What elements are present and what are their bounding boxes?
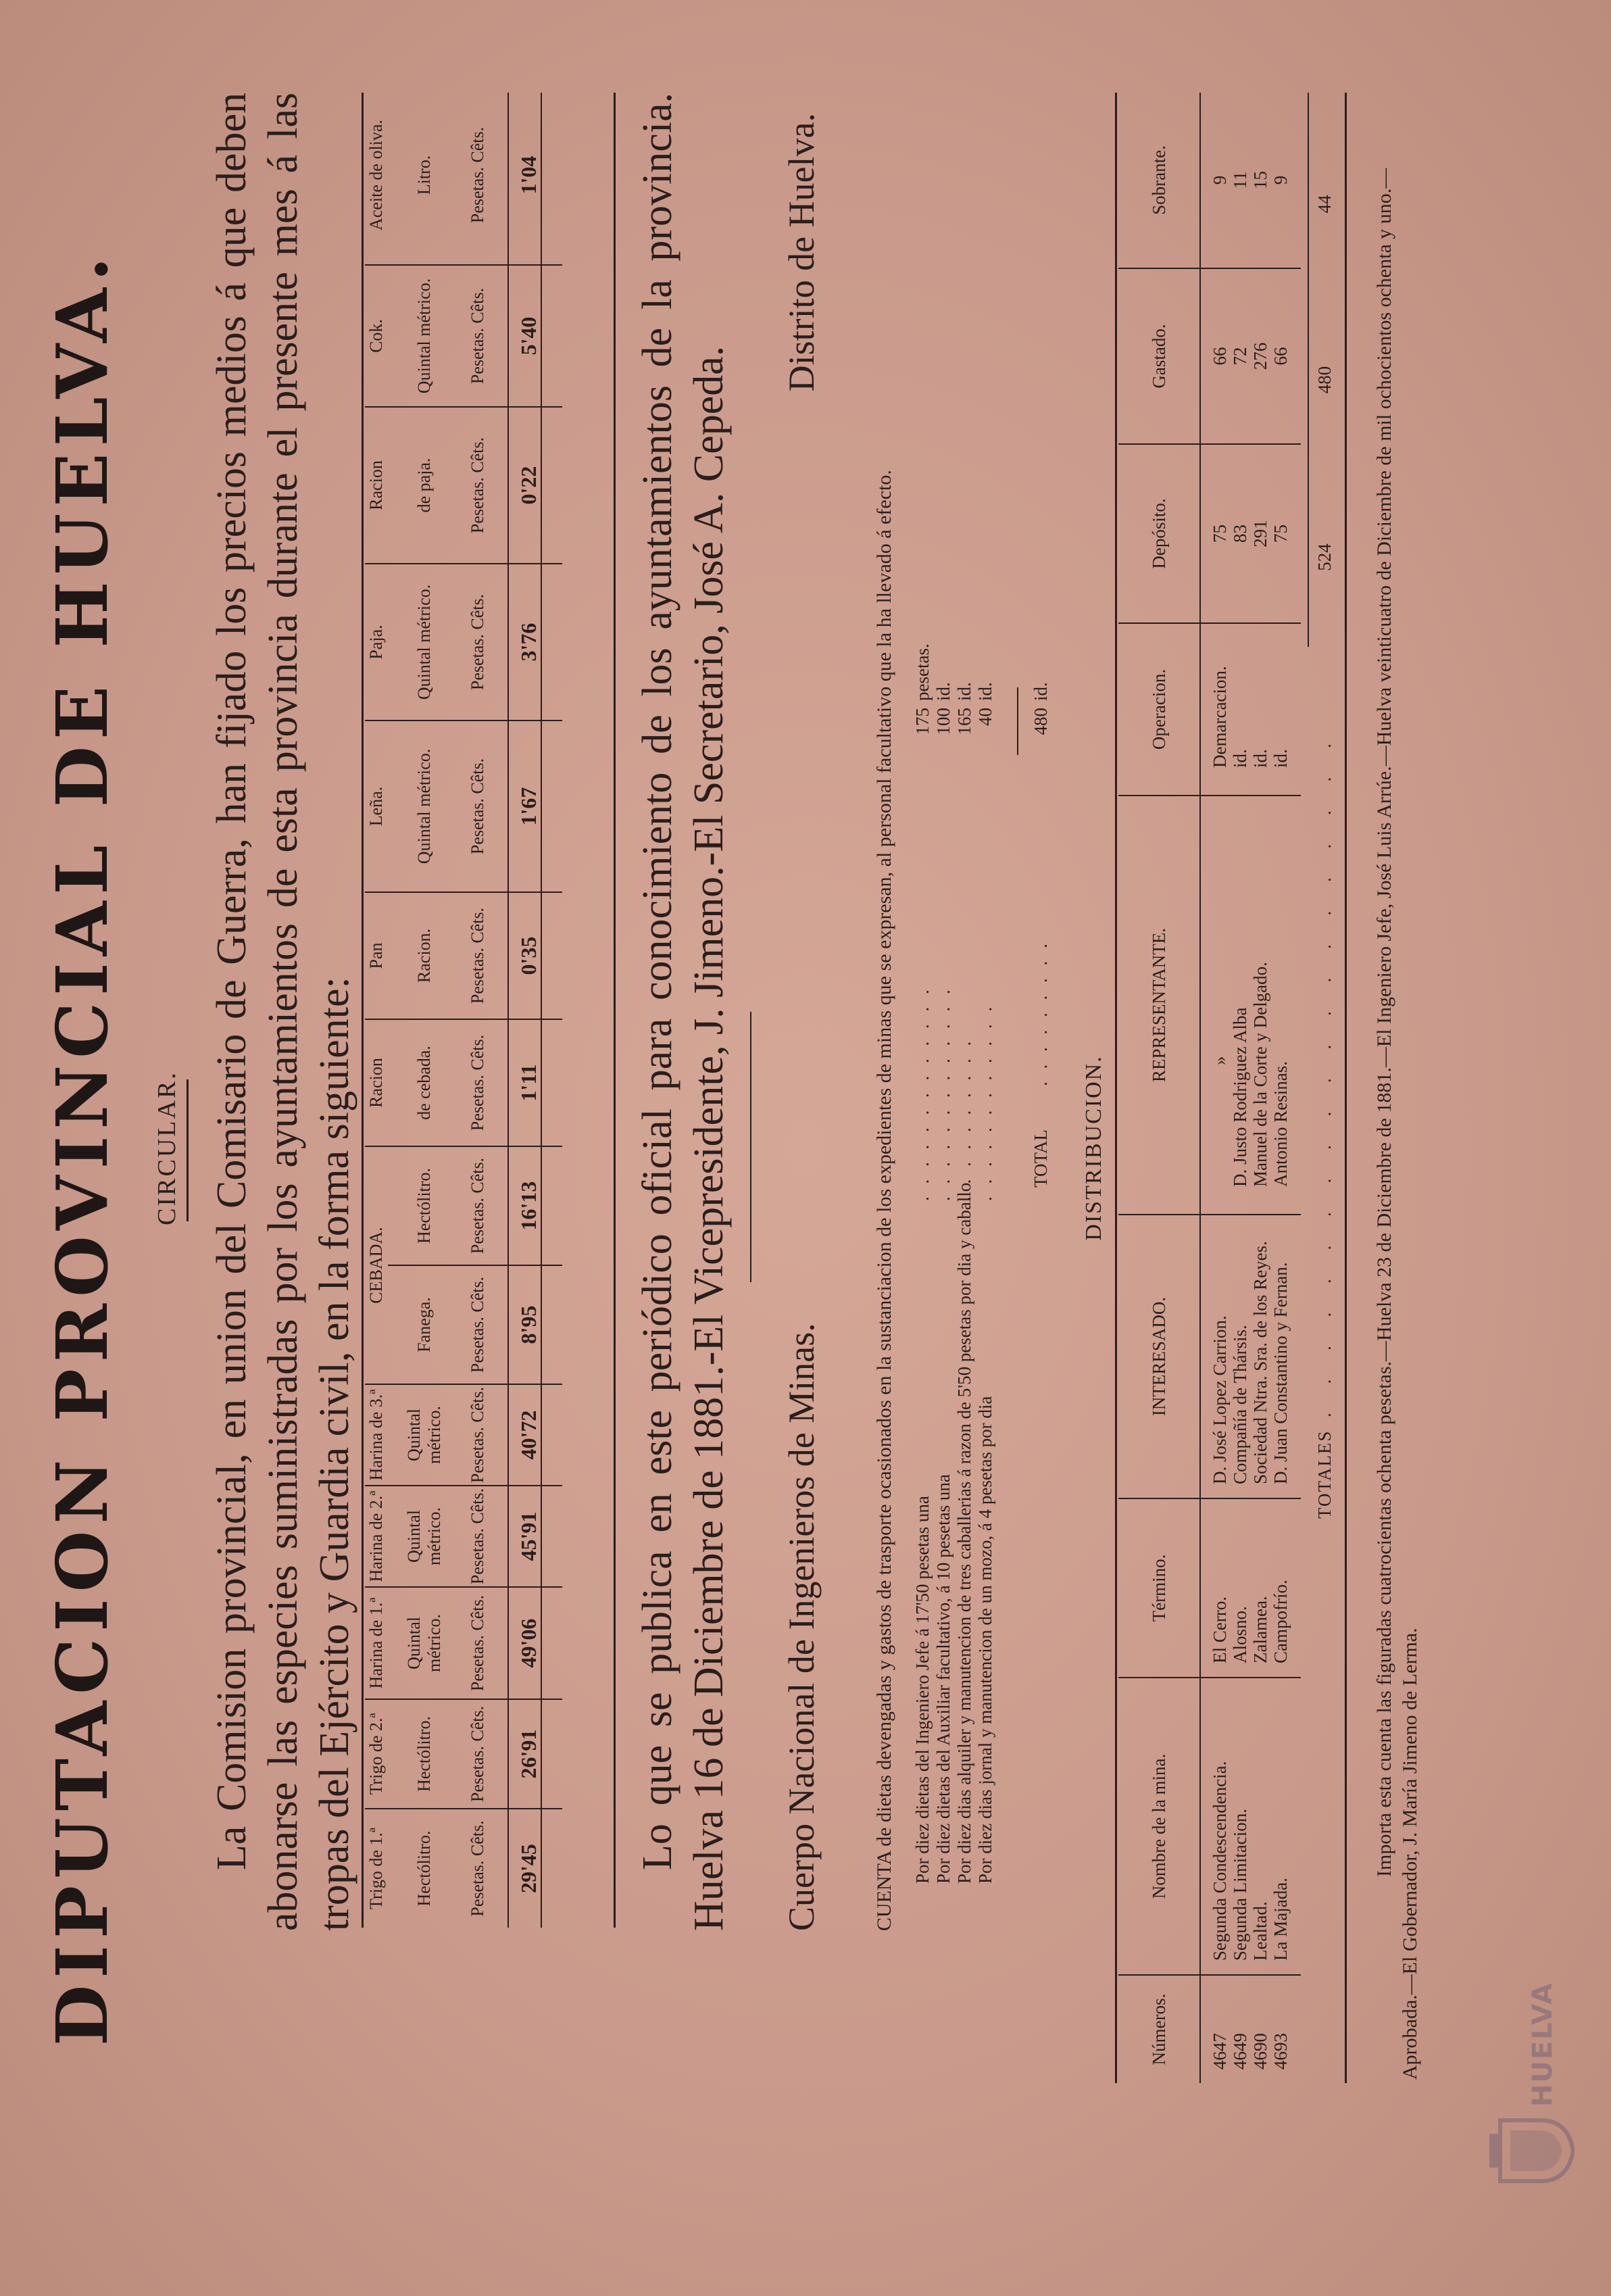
column-header: Sobrante.: [1149, 145, 1169, 215]
header-cell: Cok.: [365, 265, 388, 407]
cell-value: 9: [1210, 175, 1230, 185]
cell-value: Segunda Limitacion.: [1230, 1809, 1250, 1961]
header-cell: Quintal métrico.: [388, 720, 461, 892]
unit-cell: Pesetas. Cêts.: [461, 1019, 495, 1146]
leader-dots: . . . . . . . . . . . . . . . . . . . . .: [1314, 731, 1335, 1417]
total-amount: 480: [1031, 708, 1051, 735]
table-header-row: [388, 86, 461, 1928]
total-row: [1031, 682, 1051, 755]
price-value: 45'91: [495, 1486, 562, 1587]
circular-heading: CIRCULAR.: [153, 1071, 181, 1225]
unit-cell: Pesetas. Cêts.: [461, 407, 495, 564]
unit-cell: Pesetas. Cêts.: [461, 1809, 495, 1928]
archive-stamp: [1487, 1982, 1578, 2188]
header-cell: de cebada.: [388, 1019, 461, 1146]
header-cell: Harina de 1.ª: [365, 1587, 388, 1699]
cell-value: 9: [1270, 175, 1291, 185]
cuenta-text: CUENTA de dietas devengadas y gastos de trasporte ocasionados en la sustanciacion de los expedientes de minas que se expresan, al personal facultativo que la ha llevado á efecto.: [873, 470, 895, 1931]
cell-value: Compañía de Thársis.: [1230, 1325, 1250, 1484]
table-top-rule: [362, 93, 364, 1928]
price-table: [365, 86, 562, 1928]
totals-rule: [1308, 93, 1309, 647]
header-cell: Paja.: [365, 564, 388, 720]
table-bottom-rule: [614, 93, 616, 1928]
distribution-table: [1118, 93, 1301, 2083]
unit-cell: Pesetas. Cêts.: [461, 720, 495, 892]
unit-cell: Pesetas. Cêts.: [461, 1384, 495, 1486]
crest-icon: [1487, 2114, 1575, 2188]
cell-value: D. Justo Rodriguez Alba: [1230, 1007, 1250, 1187]
divider: [187, 1079, 189, 1221]
sum-rule: [1017, 687, 1018, 755]
cell-value: 11: [1230, 171, 1250, 189]
cell-value: 4647: [1210, 2033, 1230, 2070]
distribucion-heading: DISTRIBUCION.: [1081, 1055, 1106, 1241]
total-label: TOTAL: [1031, 1129, 1051, 1188]
cell-value: 72: [1230, 347, 1250, 366]
price-value: 3'76: [495, 564, 562, 720]
header-cell: CEBADA.: [365, 1146, 388, 1384]
cell-value: 66: [1210, 347, 1230, 366]
amount-unit: id.: [933, 682, 953, 701]
amount: 165: [954, 708, 974, 735]
cell-value: Zalamea.: [1250, 1596, 1270, 1663]
unit-row: [461, 86, 495, 1928]
amount: 40: [975, 708, 995, 726]
header-cell: de paja.: [388, 407, 461, 564]
cell-value: 83: [1230, 524, 1250, 543]
cell-value: 75: [1210, 524, 1230, 543]
publication-text: Lo que se publica en este periódico oficial para conocimiento de los ayuntamientos de la provincia. Huelva 16 de Diciembre de 1881.-El Vicepresidente, J. Jimeno.-El Secretario, José A. Cepeda.: [635, 93, 732, 1931]
total-deposito: 524: [1314, 543, 1335, 571]
price-value: 26'91: [495, 1699, 562, 1809]
price-value: 1'67: [495, 720, 562, 892]
total-gastado: 480: [1314, 366, 1335, 394]
cell-value: D. Juan Constantino y Fernan.: [1270, 1262, 1291, 1484]
cell-value: 4649: [1230, 2033, 1250, 2070]
stamp-label: HUELVA: [1527, 1982, 1558, 2107]
cell-value: 291: [1250, 520, 1270, 547]
price-value: 1'11: [495, 1019, 562, 1146]
price-value: 40'72: [495, 1384, 562, 1486]
price-value: 16'13: [495, 1146, 562, 1265]
cell-value: 4690: [1250, 2033, 1270, 2070]
leader-dots: . . . . . . . . . . . . . . . . . . . . . . . . . . . . . . . . . . . . . . . . . . . . . . . .: [912, 985, 995, 1201]
item-label: Por diez dietas del Auxiliar facultativo, á 10 pesetas una: [933, 1474, 953, 1884]
cell-value: Segunda Condescendencia.: [1210, 1761, 1230, 1961]
header-cell: Hectólitro.: [388, 1146, 461, 1265]
price-value: 5'40: [495, 265, 562, 407]
price-value: 49'06: [495, 1587, 562, 1699]
cuenta-amounts: [912, 606, 996, 755]
table-header-rule: [1199, 93, 1201, 2083]
cell-value: Demarcacion.: [1210, 666, 1230, 768]
header-cell: Quintal métrico.: [388, 1384, 461, 1486]
cell-value: 75: [1270, 524, 1291, 543]
column-header: Término.: [1118, 1498, 1199, 1678]
header-cell: Quintal métrico.: [388, 265, 461, 407]
cell-value: Antonio Resinas.: [1270, 1061, 1291, 1187]
table-body: [1199, 93, 1301, 2083]
amount-unit: pesetas.: [912, 643, 933, 701]
header-cell: Racion.: [388, 892, 461, 1019]
price-value: 29'45: [495, 1809, 562, 1928]
amount-row: [933, 606, 954, 755]
cell-value: El Cerro.: [1210, 1596, 1230, 1663]
cell-value: Alosno.: [1230, 1606, 1250, 1663]
unit-cell: Pesetas. Cêts.: [461, 1587, 495, 1699]
header-cell: Trigo de 2.ª: [365, 1699, 388, 1809]
table-unit-rule: [507, 93, 509, 1928]
price-value: 0'22: [495, 407, 562, 564]
cell-value: id.: [1250, 749, 1270, 768]
interesado-cell: [1199, 1215, 1301, 1498]
divider: [750, 1012, 751, 1282]
price-value: 0'35: [495, 892, 562, 1019]
header-cell: Hectólitro.: [388, 1699, 461, 1809]
column-header: REPRESENTANTE.: [1118, 796, 1199, 1215]
amount-row: [912, 606, 933, 755]
district-heading: Distrito de Huelva.: [781, 113, 822, 392]
deposito-cell: [1199, 444, 1301, 623]
header-cell: Quintal métrico.: [388, 564, 461, 720]
leader-dots: . . . . . . . . .: [1031, 939, 1051, 1086]
sobrante-cell: [1199, 93, 1301, 268]
cell-value: Campofrío.: [1270, 1580, 1291, 1663]
header-cell: Quintal métrico.: [388, 1587, 461, 1699]
cell-value: Manuel de la Corte y Delgado.: [1250, 962, 1270, 1187]
header-cell: Hectólitro.: [388, 1809, 461, 1928]
table-header-row: [1118, 93, 1199, 2083]
cell-value: »: [1210, 1056, 1230, 1065]
column-header: Depósito.: [1118, 444, 1199, 623]
header-cell: Quintal métrico.: [388, 1486, 461, 1587]
unit-cell: Pesetas. Cêts.: [461, 265, 495, 407]
total-unit: id.: [1031, 682, 1051, 701]
circular-text: La Comision provincial, en union del Comisario de Guerra, han fijado los precios medios á que deben abonarse las especies suministradas por los ayuntamientos de esta provincia durante el presente mes á las tropas del Ejército y Guardia civil, en la forma siguiente:: [209, 93, 357, 1931]
cell-value: id.: [1230, 749, 1250, 768]
amount: 175: [912, 708, 933, 735]
header-cell: Racion: [365, 1019, 388, 1146]
total-sobrante: 44: [1314, 195, 1335, 214]
cell-value: 15: [1250, 171, 1270, 189]
values-row: [495, 86, 562, 1928]
cell-value: Sociedad Ntra. Sra. de los Reyes.: [1250, 1241, 1270, 1484]
unit-cell: Pesetas. Cêts.: [461, 1146, 495, 1265]
unit-cell: Pesetas. Cêts.: [468, 126, 487, 224]
price-value: 1'04: [516, 155, 541, 195]
column-header: INTERESADO.: [1118, 1215, 1199, 1498]
totals-label: TOTALES: [1314, 1430, 1335, 1519]
representante-cell: [1199, 796, 1301, 1215]
amount-row: [975, 606, 996, 755]
item-label: Por diez dias jornal y manutencion de un mozo, á 4 pesetas por dia: [975, 1396, 995, 1884]
header-cell: Leña.: [365, 720, 388, 892]
cell-value: La Majada.: [1270, 1878, 1291, 1961]
header-cell: Harina de 2.ª: [365, 1486, 388, 1587]
header-cell: Fanega.: [388, 1265, 461, 1384]
unit-cell: Pesetas. Cêts.: [461, 564, 495, 720]
cell-value: Lealtad.: [1250, 1901, 1270, 1961]
unit-cell: Pesetas. Cêts.: [461, 1699, 495, 1809]
header-cell: Aceite de oliva.: [366, 120, 386, 230]
gastado-cell: [1199, 268, 1301, 444]
section-heading: Cuerpo Nacional de Ingenieros de Minas.: [781, 1323, 822, 1931]
header-cell: Trigo de 1.ª: [365, 1809, 388, 1928]
amount-unit: id.: [954, 682, 974, 701]
column-header: Operacion.: [1118, 623, 1199, 796]
operacion-cell: [1199, 623, 1301, 796]
header-cell: Racion: [365, 407, 388, 564]
table-bottom-rule: [1345, 93, 1347, 2083]
table-values-rule: [541, 93, 542, 1928]
footer-text: Importa esta cuenta las figuradas cuatrocientas ochenta pesetas.—Huelva 23 de Diciembre de 1881.—El Ingeniero Jefe, José Luis Arrúe.—Huelva veinticuatro de Diciembre de mil ochocientos ochenta y uno.—Aprobada.—El Gobernador, J. María Jimeno de Lerma.: [1373, 168, 1421, 2080]
cell-value: 276: [1250, 342, 1270, 370]
amount-row: [954, 606, 975, 755]
amount-unit: id.: [975, 682, 995, 701]
termino-cell: [1199, 1498, 1301, 1678]
cell-value: 66: [1270, 347, 1291, 366]
table-header-row: [365, 86, 388, 1928]
numbers-cell: [1199, 1975, 1301, 2083]
item-label: Por diez dias alquiler y manutencion de tres caballerias á razon de 5'50 pesetas por dia y caballo: [954, 1182, 974, 1884]
unit-cell: Pesetas. Cêts.: [461, 1265, 495, 1384]
cell-value: 4693: [1270, 2033, 1291, 2070]
page-title: DIPUTACION PROVINCIAL DE HUELVA.: [41, 250, 124, 2046]
mine-name-cell: [1199, 1678, 1301, 1975]
price-value: 8'95: [495, 1265, 562, 1384]
cell-value: D. José Lopez Carrion.: [1210, 1315, 1230, 1484]
header-cell: Pan: [365, 892, 388, 1019]
column-header: Números.: [1118, 1975, 1199, 2083]
column-header: Gastado.: [1118, 268, 1199, 444]
item-label: Por diez dietas del Ingeniero Jefe á 17'50 pesetas una: [912, 1496, 933, 1884]
header-cell: Litro.: [414, 155, 434, 195]
column-header: Nombre de la mina.: [1118, 1678, 1199, 1975]
unit-cell: Pesetas. Cêts.: [461, 1486, 495, 1587]
header-cell: Harina de 3.ª: [365, 1384, 388, 1486]
table-top-rule: [1115, 93, 1117, 2083]
amount: 100: [933, 708, 953, 735]
cell-value: id.: [1270, 749, 1291, 768]
unit-cell: Pesetas. Cêts.: [461, 892, 495, 1019]
